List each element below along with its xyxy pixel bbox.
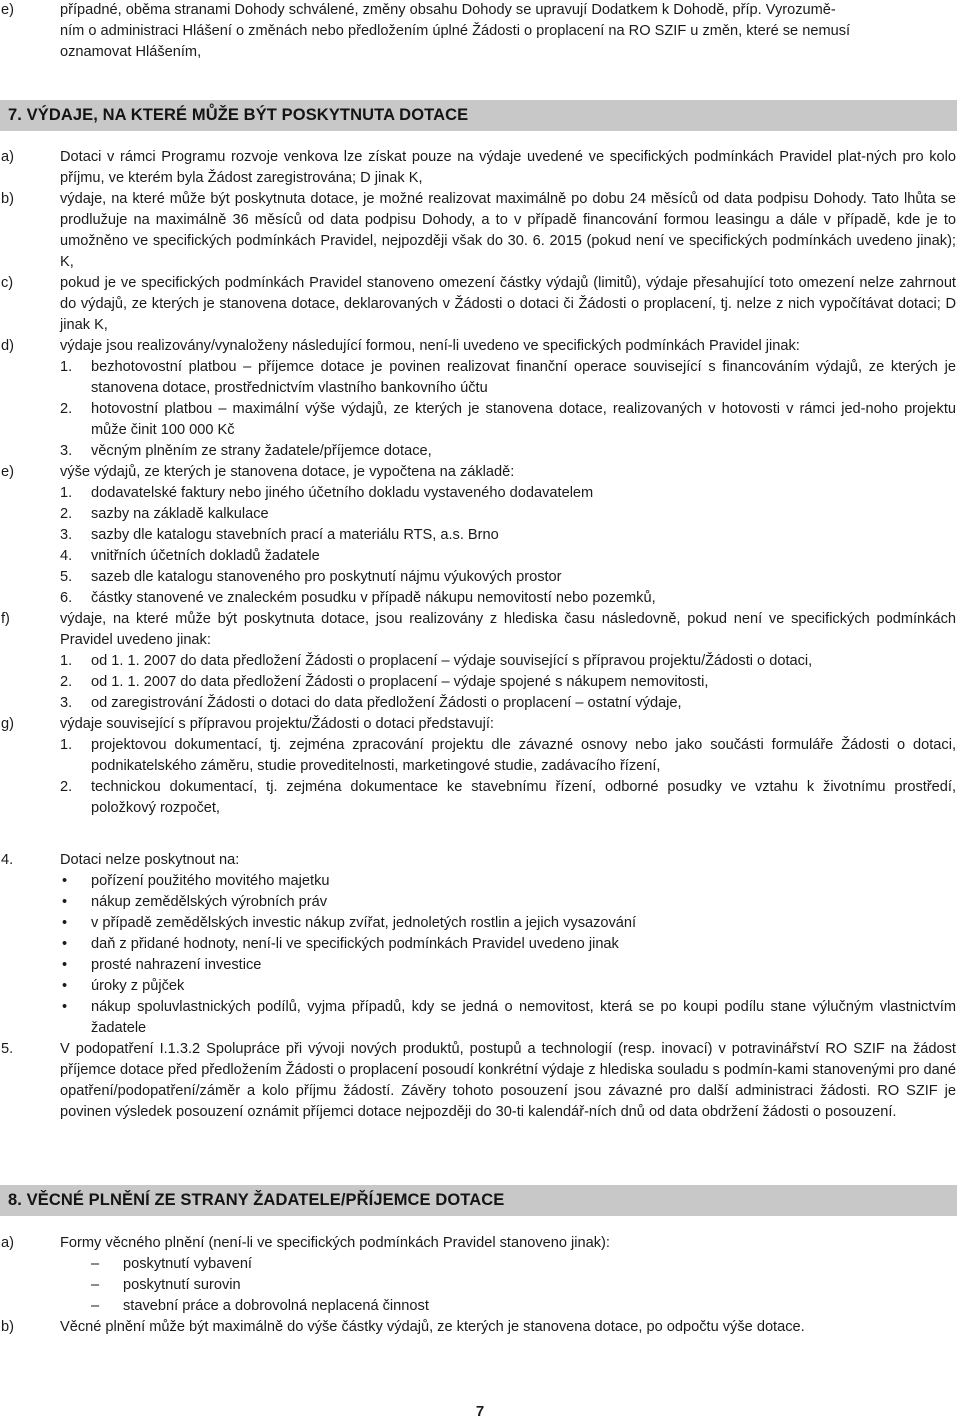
item-text: sazeb dle katalogu stanoveného pro poskytnutí nájmu výukových prostor: [91, 569, 562, 585]
item-text: stavební práce a dobrovolná neplacená činnost: [123, 1298, 429, 1314]
item-marker: 5.: [60, 569, 73, 585]
item-marker: 2.: [60, 674, 73, 690]
sub-list-item: [0, 777, 960, 819]
item-marker: 3.: [60, 443, 73, 459]
item-text: sazby na základě kalkulace: [91, 506, 269, 522]
item-text: od zaregistrování Žádosti o dotaci do data předložení Žádosti o proplacení – ostatní výdaje,: [91, 695, 682, 711]
item-text: výše výdajů, ze kterých je stanovena dotace, je vypočtena na základě:: [60, 464, 515, 480]
item-text: bezhotovostní platbou – příjemce dotace je povinen realizovat finanční operace související s financováním výdajů, ze kterých je stanovena dotace, prostřednictvím vlastního bankovního účtu: [91, 359, 956, 396]
item-text: vnitřních účetních dokladů žadatele: [91, 548, 320, 564]
item-marker: 1.: [60, 737, 73, 753]
list-item: [0, 1317, 960, 1338]
item-marker: 3.: [60, 527, 73, 543]
item-text: úroky z půjček: [91, 978, 185, 994]
list-item: [0, 714, 960, 735]
bullet-item: [0, 955, 960, 976]
item-text: V podopatření I.1.3.2 Spolupráce při vývoji nových produktů, postupů a technologií (resp. inovací) v potravinářství RO SZIF na žádost příjemce dotace před předložením Žádosti o proplacení posoudí konkrétní výdaje z hlediska souladu s podmín-kami stanovenými pro dané opatření/podopatření/záměr a kolo příjmu žádostí. Závěry tohoto posouzení jsou závazné pro další administraci žádosti. RO SZIF je povinen výsledek posouzení oznámit příjemci dotace nejpozději do 30-ti kalendář-ních dnů od data obdržení žádosti o posouzení.: [60, 1041, 956, 1120]
sub-list-item: [0, 588, 960, 609]
item-text: dodavatelské faktury nebo jiného účetního dokladu vystaveného dodavatelem: [91, 485, 594, 501]
intro-line: případné, oběma stranami Dohody schválené, změny obsahu Dohody se upravují Dodatkem k Dohodě, příp. Vyrozumě-: [60, 2, 836, 18]
point-4: [0, 850, 960, 1123]
item-text: věcným plněním ze strany žadatele/příjemce dotace,: [91, 443, 432, 459]
list-item: [0, 189, 960, 273]
page-number: 7: [475, 1403, 485, 1420]
item-text: v případě zemědělských investic nákup zvířat, jednoletých rostlin a jejich vysazování: [91, 915, 637, 931]
item-text: pořízení použitého movitého majetku: [91, 873, 330, 889]
item-text: Věcné plnění může být maximálně do výše částky výdajů, ze kterých je stanovena dotace, po odpočtu výše dotace.: [60, 1319, 805, 1335]
list-item: [0, 1233, 960, 1254]
item-marker: e): [1, 464, 14, 480]
bullet-item: [0, 871, 960, 892]
item-text: poskytnutí surovin: [123, 1277, 241, 1293]
item-text: technickou dokumentací, tj. zejména dokumentace ke stavebnímu řízení, odborné posudky ve vztahu k životnímu prostředí, položkový rozpočet,: [91, 779, 956, 816]
bullet-icon: •: [62, 894, 68, 910]
dash-icon: –: [91, 1256, 100, 1272]
bullet-icon: •: [62, 915, 68, 931]
sub-list-item: [0, 525, 960, 546]
item-text: sazby dle katalogu stavebních prací a materiálu RTS, a.s. Brno: [91, 527, 499, 543]
item-marker: e): [1, 2, 14, 18]
item-marker: 3.: [60, 695, 73, 711]
dash-item: [0, 1296, 960, 1317]
item-text: poskytnutí vybavení: [123, 1256, 252, 1272]
item-marker: f): [1, 611, 10, 627]
item-text: nákup spoluvlastnických podílů, vyjma případů, kdy se jedná o nemovitost, která se po koupi podílu stane výlučným vlastnictvím žadatele: [91, 999, 956, 1036]
item-text: výdaje jsou realizovány/vynaloženy následující formou, není-li uvedeno ve specifických podmínkách Pravidel jinak:: [60, 338, 800, 354]
item-text: projektovou dokumentací, tj. zejména zpracování projektu dle závazné osnovy nebo jako součásti formuláře Žádosti o dotaci, podnikatelského záměru, studie proveditelnosti, marketingové studie, zadávacího řízení,: [91, 737, 956, 774]
item-marker: c): [1, 275, 14, 291]
item-text: pokud je ve specifických podmínkách Pravidel stanoveno omezení částky výdajů (limitů), výdaje přesahující toto omezení nelze zahrnout do výdajů, ze kterých je stanovena dotace, deklarovaných v Žádosti o dotaci či Žádosti o proplacení, tj. nelze z nich vypočítávat dotaci; D jinak K,: [60, 275, 956, 333]
section-8-heading: 8. VĚCNÉ PLNĚNÍ ZE STRANY ŽADATELE/PŘÍJEMCE DOTACE: [0, 1185, 957, 1216]
list-item: [0, 147, 960, 189]
dash-item: [0, 1275, 960, 1296]
item-marker: d): [1, 338, 14, 354]
bullet-item: [0, 934, 960, 955]
item-text: Formy věcného plnění (není-li ve specifických podmínkách Pravidel stanoveno jinak):: [60, 1235, 610, 1251]
intro-item: [0, 0, 960, 63]
dash-item: [0, 1254, 960, 1275]
item-text: Dotaci v rámci Programu rozvoje venkova lze získat pouze na výdaje uvedené ve specifických podmínkách Pravidel plat-ných pro kolo příjmu, ve kterém byla Žádost zaregistrována; D jinak K,: [60, 149, 956, 186]
intro-line: oznamovat Hlášením,: [60, 44, 202, 60]
item-text: hotovostní platbou – maximální výše výdajů, ze kterých je stanovena dotace, realizovaných v hotovosti v rámci jed-noho projektu může činit 100 000 Kč: [91, 401, 956, 438]
bullet-icon: •: [62, 978, 68, 994]
sub-list-item: [0, 735, 960, 777]
bullet-item: [0, 913, 960, 934]
bullet-icon: •: [62, 873, 68, 889]
list-item: [0, 609, 960, 651]
list-item: [0, 336, 960, 357]
sub-list-item: [0, 567, 960, 588]
sub-list-item: [0, 672, 960, 693]
bullet-item: [0, 976, 960, 997]
item-text: od 1. 1. 2007 do data předložení Žádosti o proplacení – výdaje související s přípravou projektu/Žádosti o dotaci,: [91, 653, 813, 669]
sub-list-item: [0, 504, 960, 525]
section-7-body: [0, 147, 960, 819]
bullet-icon: •: [62, 957, 68, 973]
item-marker: 2.: [60, 779, 73, 795]
item-text: Dotaci nelze poskytnout na:: [60, 852, 240, 868]
list-item: [0, 1039, 960, 1123]
item-marker: 4.: [60, 548, 73, 564]
item-text: částky stanovené ve znaleckém posudku v případě nákupu nemovitostí nebo pozemků,: [91, 590, 656, 606]
bullet-item: [0, 892, 960, 913]
sub-list-item: [0, 441, 960, 462]
dash-icon: –: [91, 1298, 100, 1314]
item-marker: 6.: [60, 590, 73, 606]
bullet-item: [0, 997, 960, 1039]
item-marker: 1.: [60, 485, 73, 501]
sub-list-item: [0, 483, 960, 504]
intro-line: ním o administraci Hlášení o změnách nebo předložením úplné Žádosti o proplacení na RO SZIF u změn, které se nemusí: [60, 23, 851, 39]
item-marker: 5.: [1, 1041, 14, 1057]
item-marker: b): [1, 191, 14, 207]
item-marker: 2.: [60, 401, 73, 417]
sub-list-item: [0, 399, 960, 441]
dash-icon: –: [91, 1277, 100, 1293]
item-marker: 2.: [60, 506, 73, 522]
item-marker: 1.: [60, 359, 73, 375]
list-item: [0, 273, 960, 336]
list-item: [0, 462, 960, 483]
list-item: [0, 0, 960, 63]
sub-list-item: [0, 546, 960, 567]
item-marker: 1.: [60, 653, 73, 669]
item-text: daň z přidané hodnoty, není-li ve specifických podmínkách Pravidel uvedeno jinak: [91, 936, 619, 952]
item-text: výdaje, na které může být poskytnuta dotace, je možné realizovat maximálně po dobu 24 měsíců od data podpisu Dohody. Tato lhůta se prodlužuje na maximálně 36 měsíců od data podpisu Dohody, a to v případě financování formou leasingu a dále v případě, kde je to umožněno ve specifických podmínkách Pravidel, nejpozději však do 30. 6. 2015 (pokud není ve specifických podmínkách uvedeno jinak); K,: [60, 191, 956, 270]
sub-list-item: [0, 651, 960, 672]
item-text: výdaje, na které může být poskytnuta dotace, jsou realizovány z hlediska času následovně, pokud není ve specifických podmínkách Pravidel uvedeno jinak:: [60, 611, 956, 648]
item-marker: b): [1, 1319, 14, 1335]
item-text: od 1. 1. 2007 do data předložení Žádosti o proplacení – výdaje spojené s nákupem nemovitosti,: [91, 674, 709, 690]
item-marker: a): [1, 149, 14, 165]
item-text: výdaje související s přípravou projektu/Žádosti o dotaci představují:: [60, 716, 494, 732]
item-marker: 4.: [1, 852, 14, 868]
list-item: [0, 850, 960, 871]
sub-list-item: [0, 693, 960, 714]
section-8-body: [0, 1233, 960, 1338]
bullet-icon: •: [62, 936, 68, 952]
item-marker: g): [1, 716, 14, 732]
bullet-icon: •: [62, 999, 68, 1015]
item-marker: a): [1, 1235, 14, 1251]
sub-list-item: [0, 357, 960, 399]
section-7-heading: 7. VÝDAJE, NA KTERÉ MŮŽE BÝT POSKYTNUTA DOTACE: [0, 100, 957, 131]
item-text: prosté nahrazení investice: [91, 957, 262, 973]
item-text: nákup zemědělských výrobních práv: [91, 894, 328, 910]
